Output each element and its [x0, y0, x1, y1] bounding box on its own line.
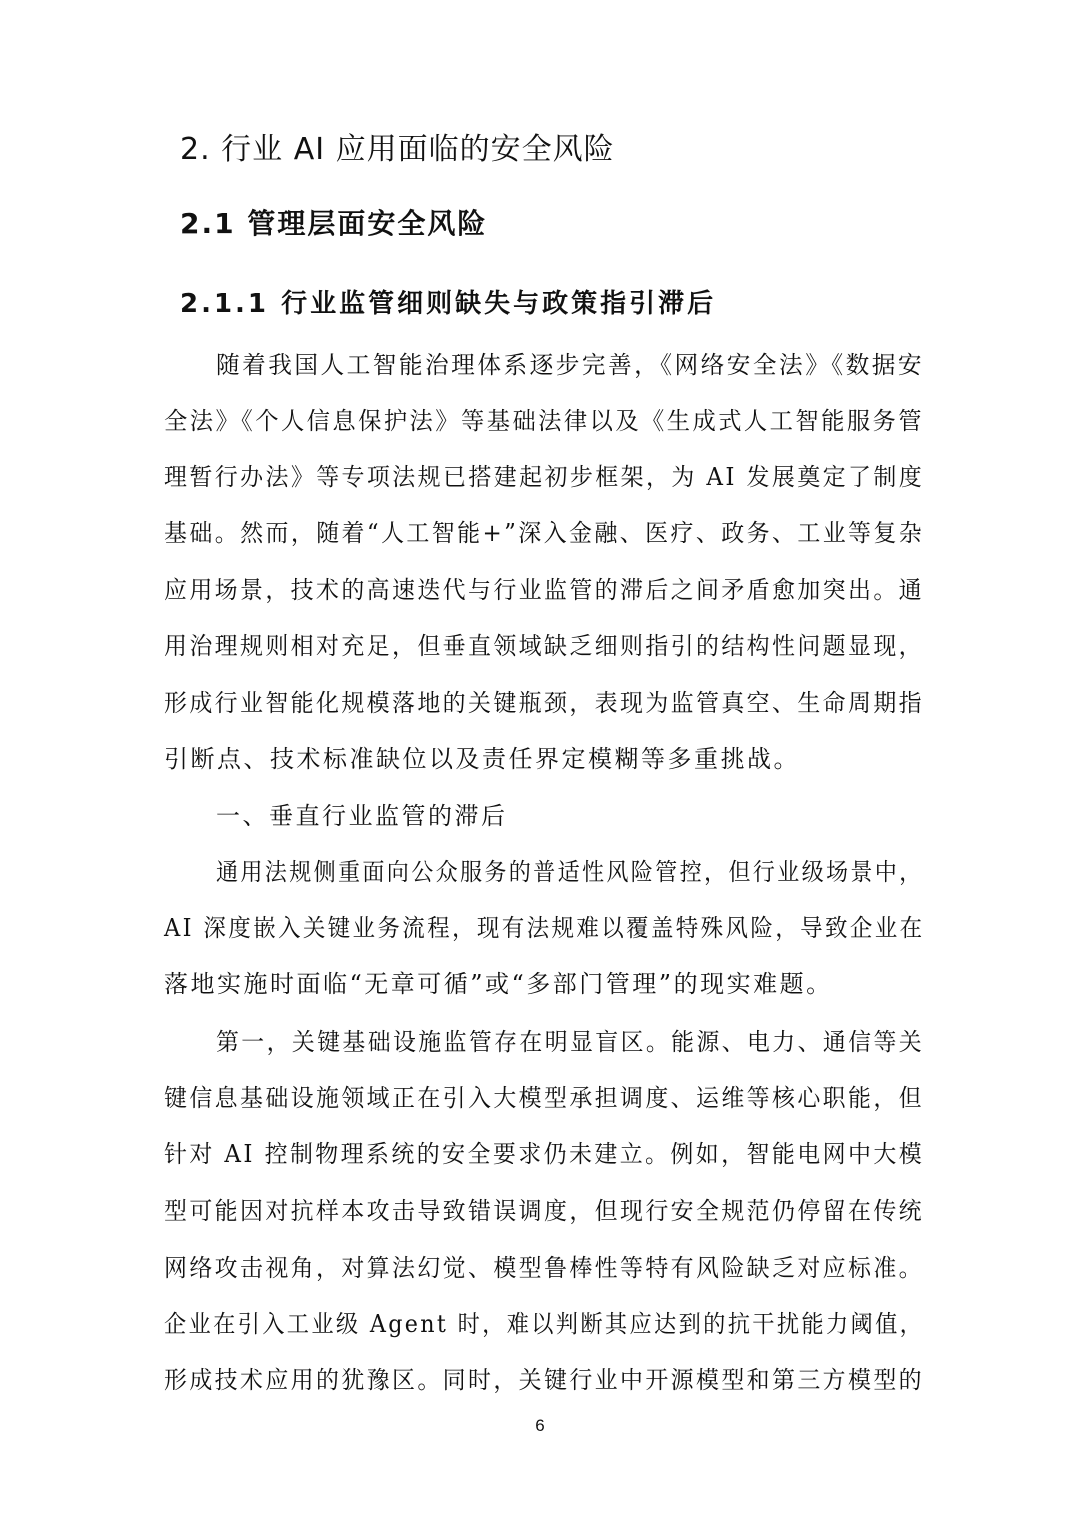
- paragraph-line: 应用场景，技术的高速迭代与行业监管的滞后之间矛盾愈加突出。通: [164, 576, 925, 604]
- paragraph-line: 用治理规则相对充足，但垂直领域缺乏细则指引的结构性问题显现，: [164, 632, 925, 660]
- paragraph-line: AI 深度嵌入关键业务流程，现有法规难以覆盖特殊风险，导致企业在: [164, 914, 925, 942]
- paragraph-line: 随着我国人工智能治理体系逐步完善，《网络安全法》《数据安: [216, 351, 925, 379]
- paragraph-line: 网络攻击视角，对算法幻觉、模型鲁棒性等特有风险缺乏对应标准。: [164, 1254, 925, 1282]
- paragraph-line: 落地实施时面临“无章可循”或“多部门管理”的现实难题。: [164, 970, 833, 998]
- section-heading-2-1-1: 2.1.1 行业监管细则缺失与政策指引滞后: [180, 289, 717, 319]
- section-heading-2: 2. 行业 AI 应用面临的安全风险: [180, 132, 615, 167]
- paragraph-line: 形成技术应用的犹豫区。同时，关键行业中开源模型和第三方模型的: [164, 1366, 925, 1394]
- paragraph-line: 基础。然而，随着“人工智能+”深入金融、医疗、政务、工业等复杂: [164, 519, 925, 547]
- paragraph-line: 型可能因对抗样本攻击导致错误调度，但现行安全规范仍停留在传统: [164, 1197, 925, 1225]
- paragraph-line: 通用法规侧重面向公众服务的普适性风险管控，但行业级场景中，: [216, 858, 924, 886]
- paragraph-line: 企业在引入工业级 Agent 时，难以判断其应达到的抗干扰能力阈值，: [164, 1310, 925, 1338]
- paragraph-line: 针对 AI 控制物理系统的安全要求仍未建立。例如，智能电网中大模: [164, 1140, 925, 1168]
- paragraph-line: 键信息基础设施领域正在引入大模型承担调度、运维等核心职能，但: [164, 1084, 925, 1112]
- paragraph-line: 引断点、技术标准缺位以及责任界定模糊等多重挑战。: [164, 745, 800, 773]
- paragraph-line: 理暂行办法》等专项法规已搭建起初步框架，为 AI 发展奠定了制度: [164, 463, 925, 491]
- section-heading-2-1: 2.1 管理层面安全风险: [180, 207, 488, 240]
- paragraph-line: 形成行业智能化规模落地的关键瓶颈，表现为监管真空、生命周期指: [164, 689, 925, 717]
- paragraph-line: 第一，关键基础设施监管存在明显盲区。能源、电力、通信等关: [216, 1028, 925, 1056]
- paragraph-line: 全法》《个人信息保护法》等基础法律以及《生成式人工智能服务管: [164, 407, 924, 435]
- page-number: 6: [535, 1416, 545, 1435]
- subsection-title: 一、垂直行业监管的滞后: [216, 802, 508, 830]
